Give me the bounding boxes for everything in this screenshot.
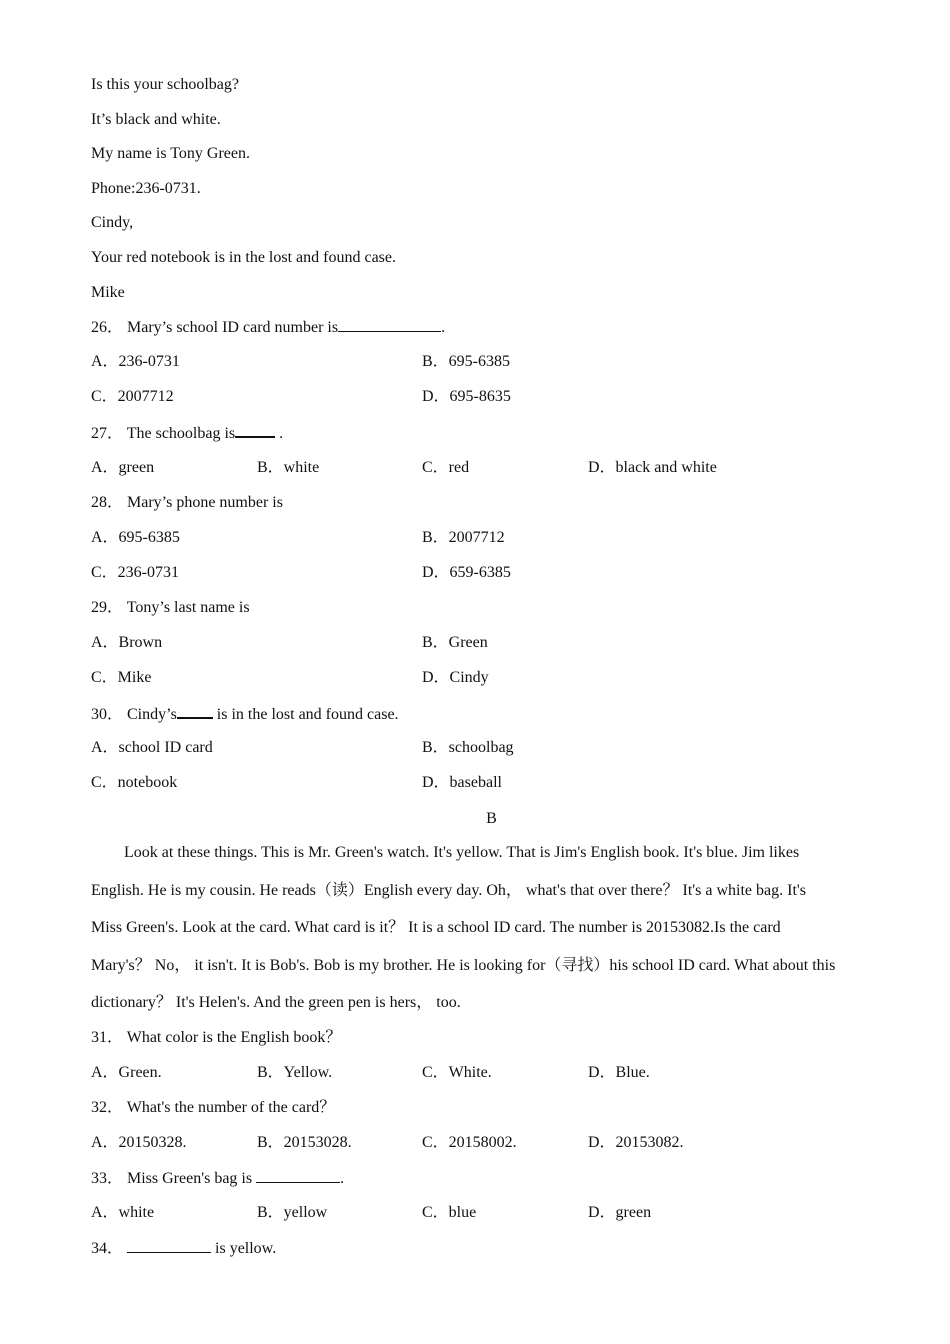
question-27-option-a: A．green bbox=[91, 459, 155, 476]
question-26-option-c: C．2007712 bbox=[91, 388, 174, 405]
answer-blank bbox=[256, 1168, 340, 1183]
question-33-option-b: B．yellow bbox=[257, 1204, 328, 1221]
question-32-option-b: B．20153028. bbox=[257, 1134, 352, 1151]
question-28-option-b: B．2007712 bbox=[422, 529, 505, 546]
question-29-option-d: D．Cindy bbox=[422, 669, 489, 686]
notice-line: Is this your schoolbag? bbox=[91, 76, 239, 93]
answer-blank bbox=[177, 703, 213, 719]
question-27-option-c: C．red bbox=[422, 459, 470, 476]
question-27-option-d: D．black and white bbox=[588, 459, 717, 476]
question-33-stem: 33． Miss Green's bag is . bbox=[91, 1170, 345, 1187]
question-27-stem: 27． The schoolbag is . bbox=[91, 422, 283, 444]
question-34-stem: 34． is yellow. bbox=[91, 1240, 277, 1257]
answer-blank bbox=[127, 1238, 211, 1253]
question-28-option-c: C．236-0731 bbox=[91, 564, 180, 581]
question-31-option-b: B．Yellow. bbox=[257, 1064, 333, 1081]
question-28-option-a: A．695-6385 bbox=[91, 529, 180, 546]
question-33-option-a: A．white bbox=[91, 1204, 155, 1221]
question-32-option-a: A．20150328. bbox=[91, 1134, 187, 1151]
question-30-option-b: B．schoolbag bbox=[422, 739, 514, 756]
question-29-option-b: B．Green bbox=[422, 634, 488, 651]
question-26-option-b: B．695-6385 bbox=[422, 353, 511, 370]
question-30-option-a: A．school ID card bbox=[91, 739, 213, 756]
question-27-option-b: B．white bbox=[257, 459, 320, 476]
question-29-option-c: C．Mike bbox=[91, 669, 152, 686]
question-28-stem: 28． Mary’s phone number is bbox=[91, 494, 283, 511]
question-30-option-c: C．notebook bbox=[91, 774, 178, 791]
question-31-option-c: C．White. bbox=[422, 1064, 492, 1081]
question-29-stem: 29． Tony’s last name is bbox=[91, 599, 250, 616]
question-32-option-d: D．20153082. bbox=[588, 1134, 684, 1151]
answer-blank bbox=[338, 317, 441, 332]
question-33-option-d: D．green bbox=[588, 1204, 652, 1221]
question-32-stem: 32． What's the number of the card？ bbox=[91, 1099, 336, 1116]
reading-passage: Look at these things. This is Mr. Green's watch. It's yellow. That is Jim's English book. It's blue. Jim likes English. He is my cousin. He reads（读）English every day. Oh， what's that over there？ It's a white bag. It's Miss Green's. Look at the card. What card is it？ It is a school ID card. The number is 20153082.Is the card Mary's？ No， it isn't. It is Bob's. Bob is my brother. He is looking for（寻找）his school ID card. What about this dictionary？ It's Helen's. And the green pen is hers， too. bbox=[91, 844, 836, 1011]
notice-line: Cindy, bbox=[91, 214, 134, 231]
notice-line: Your red notebook is in the lost and found case. bbox=[91, 249, 396, 266]
answer-blank bbox=[235, 422, 275, 438]
question-31-stem: 31． What color is the English book？ bbox=[91, 1029, 342, 1046]
notice-line: Mike bbox=[91, 284, 125, 301]
notice-line: Phone:236-0731. bbox=[91, 180, 201, 197]
question-29-option-a: A．Brown bbox=[91, 634, 163, 651]
notice-line: My name is Tony Green. bbox=[91, 145, 250, 162]
question-28-option-d: D．659-6385 bbox=[422, 564, 511, 581]
notice-line: It’s black and white. bbox=[91, 111, 221, 128]
question-30-option-d: D．baseball bbox=[422, 774, 502, 791]
question-26-option-d: D．695-8635 bbox=[422, 388, 511, 405]
section-heading: B bbox=[486, 810, 497, 827]
question-31-option-d: D．Blue. bbox=[588, 1064, 650, 1081]
question-32-option-c: C．20158002. bbox=[422, 1134, 517, 1151]
question-31-option-a: A．Green. bbox=[91, 1064, 162, 1081]
question-33-option-c: C．blue bbox=[422, 1204, 477, 1221]
question-30-stem: 30． Cindy’s is in the lost and found case. bbox=[91, 703, 399, 725]
question-26-stem: 26． Mary’s school ID card number is . bbox=[91, 319, 446, 336]
question-26-option-a: A．236-0731 bbox=[91, 353, 180, 370]
